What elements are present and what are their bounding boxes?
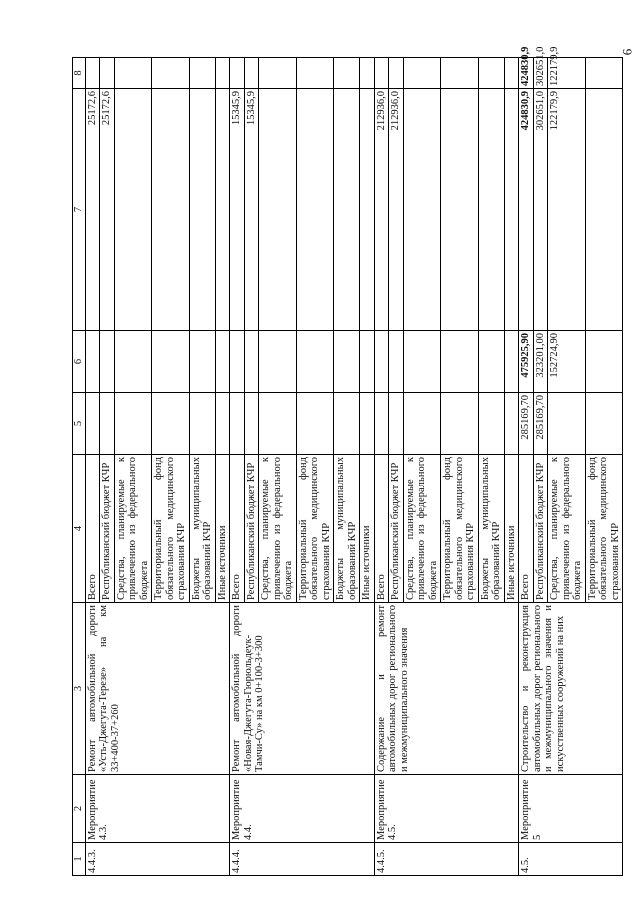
amount-c6 xyxy=(360,331,375,393)
amount-c6 xyxy=(334,331,360,393)
table-row xyxy=(519,58,534,876)
column-number-4: 4 xyxy=(73,455,86,603)
amount-c6: 475925,90 xyxy=(519,331,534,393)
amount-c5 xyxy=(189,393,215,455)
amount-c7: 212936,0 xyxy=(374,89,389,331)
amount-c6 xyxy=(189,331,215,393)
amount-c8 xyxy=(152,58,190,89)
amount-c7 xyxy=(215,89,230,331)
amount-c5 xyxy=(244,393,259,455)
amount-c6 xyxy=(374,331,389,393)
amount-c5 xyxy=(334,393,360,455)
budget-table xyxy=(72,46,623,876)
event-label: Мероприятие 4.5. xyxy=(374,775,519,843)
amount-c7: 424830,9 xyxy=(519,89,534,331)
column-number-row xyxy=(73,58,86,876)
column-number-2: 2 xyxy=(73,775,86,843)
event-label: Мероприятие 4.4. xyxy=(230,775,375,843)
funding-source: Всего xyxy=(230,455,245,603)
funding-source: Средства, планируемые к привлечению из федерального бюджета xyxy=(403,455,441,603)
funding-source: Бюджеты муниципальных образований КЧР xyxy=(478,455,504,603)
amount-c7: 25172,6 xyxy=(100,89,115,331)
funding-source: Средства, планируемые к привлечению из федерального бюджета xyxy=(259,455,297,603)
amount-c6 xyxy=(441,331,479,393)
funding-source: Иные источники xyxy=(504,455,519,603)
amount-c5 xyxy=(100,393,115,455)
table-row xyxy=(85,58,100,876)
funding-source: Республиканский бюджет КЧР xyxy=(533,455,548,603)
column-number-5: 5 xyxy=(73,393,86,455)
funding-source: Всего xyxy=(85,455,100,603)
amount-c7: 15345,9 xyxy=(230,89,245,331)
amount-c5 xyxy=(374,393,389,455)
column-number-8: 8 xyxy=(73,58,86,89)
amount-c8 xyxy=(504,58,519,89)
column-number-7: 7 xyxy=(73,89,86,331)
table-row xyxy=(374,58,389,876)
amount-c5 xyxy=(403,393,441,455)
amount-c5 xyxy=(85,393,100,455)
amount-c8 xyxy=(114,58,152,89)
table-header xyxy=(73,58,86,876)
amount-c8 xyxy=(215,58,230,89)
amount-c8: 122179,9 xyxy=(548,58,586,89)
amount-c5 xyxy=(478,393,504,455)
event-label: Мероприятие 4.3. xyxy=(85,775,230,843)
amount-c6 xyxy=(478,331,504,393)
amount-c8 xyxy=(230,58,245,89)
amount-c5 xyxy=(360,393,375,455)
amount-c7 xyxy=(478,89,504,331)
amount-c8 xyxy=(441,58,479,89)
event-name: Строительство и реконструкция автомобильных дорог регионального и межмуниципального значения и искусственных сооружений на них xyxy=(519,603,623,775)
amount-c5 xyxy=(548,393,586,455)
amount-c8 xyxy=(189,58,215,89)
amount-c8 xyxy=(244,58,259,89)
funding-source: Территориальный фонд обязательного медицинского страхования КЧР xyxy=(585,455,623,603)
amount-c8 xyxy=(389,58,404,89)
amount-c5 xyxy=(215,393,230,455)
amount-c8: 302651,0 xyxy=(533,58,548,89)
amount-c7: 15345,9 xyxy=(244,89,259,331)
amount-c6 xyxy=(296,331,334,393)
amount-c7: 122179,9 xyxy=(548,89,586,331)
amount-c6 xyxy=(215,331,230,393)
amount-c8 xyxy=(360,58,375,89)
row-id: 4.4.3. xyxy=(85,843,230,876)
amount-c6 xyxy=(259,331,297,393)
amount-c6 xyxy=(100,331,115,393)
amount-c8 xyxy=(296,58,334,89)
amount-c6: 323201,00 xyxy=(533,331,548,393)
amount-c8 xyxy=(374,58,389,89)
amount-c7: 302651,0 xyxy=(533,89,548,331)
column-number-6: 6 xyxy=(73,331,86,393)
column-number-1: 1 xyxy=(73,843,86,876)
funding-source: Бюджеты муниципальных образований КЧР xyxy=(189,455,215,603)
funding-source: Республиканский бюджет КЧР xyxy=(100,455,115,603)
amount-c6 xyxy=(585,331,623,393)
event-label: Мероприятие 5 xyxy=(519,775,623,843)
amount-c8 xyxy=(85,58,100,89)
row-id: 4.5. xyxy=(519,843,623,876)
table-body xyxy=(85,46,623,876)
amount-c7 xyxy=(259,89,297,331)
funding-source: Республиканский бюджет КЧР xyxy=(389,455,404,603)
row-id: 4.4.4. xyxy=(230,843,375,876)
amount-c8 xyxy=(100,58,115,89)
column-number-3: 3 xyxy=(73,603,86,775)
amount-c7 xyxy=(360,89,375,331)
document-table-rotated xyxy=(72,46,623,876)
amount-c5 xyxy=(441,393,479,455)
amount-c7 xyxy=(403,89,441,331)
event-name: Содержание и ремонт автомобильных дорог регионального и межмуниципального значения xyxy=(374,603,519,775)
funding-source: Территориальный фонд обязательного медицинского страхования КЧР xyxy=(152,455,190,603)
amount-c8 xyxy=(334,58,360,89)
amount-c7 xyxy=(114,89,152,331)
funding-source: Иные источники xyxy=(215,455,230,603)
funding-source: Иные источники xyxy=(360,455,375,603)
amount-c5 xyxy=(259,393,297,455)
event-name: Ремонт автомобильной дороги «Новая-Джегута-Гюрюльдеук-Тамчи-Су» на км 0+100-3+300 xyxy=(230,603,375,775)
amount-c7 xyxy=(334,89,360,331)
amount-c6 xyxy=(230,331,245,393)
amount-c8 xyxy=(585,58,623,89)
funding-source: Территориальный фонд обязательного медицинского страхования КЧР xyxy=(441,455,479,603)
amount-c7: 25172,6 xyxy=(85,89,100,331)
amount-c8 xyxy=(259,58,297,89)
amount-c7 xyxy=(296,89,334,331)
amount-c7 xyxy=(189,89,215,331)
amount-c6 xyxy=(504,331,519,393)
amount-c6 xyxy=(403,331,441,393)
funding-source: Всего xyxy=(519,455,534,603)
amount-c5: 285169,70 xyxy=(519,393,534,455)
amount-c6 xyxy=(114,331,152,393)
table-row xyxy=(230,58,245,876)
amount-c7: 212936,0 xyxy=(389,89,404,331)
amount-c6 xyxy=(244,331,259,393)
amount-c6: 152724,90 xyxy=(548,331,586,393)
amount-c5 xyxy=(504,393,519,455)
amount-c8: 424830,9 xyxy=(519,58,534,89)
event-name: Ремонт автомобильной дороги «Усть-Джегута-Терезе» на км 33+400-37+260 xyxy=(85,603,230,775)
funding-source: Бюджеты муниципальных образований КЧР xyxy=(334,455,360,603)
amount-c5 xyxy=(389,393,404,455)
funding-source: Средства, планируемые к привлечению из федерального бюджета xyxy=(114,455,152,603)
funding-source: Республиканский бюджет КЧР xyxy=(244,455,259,603)
amount-c8 xyxy=(478,58,504,89)
amount-c5 xyxy=(585,393,623,455)
funding-source: Средства, планируемые к привлечению из федерального бюджета xyxy=(548,455,586,603)
page-number: 6 xyxy=(618,48,634,56)
amount-c5 xyxy=(152,393,190,455)
amount-c7 xyxy=(585,89,623,331)
row-id: 4.4.5. xyxy=(374,843,519,876)
amount-c5 xyxy=(230,393,245,455)
amount-c5: 285169,70 xyxy=(533,393,548,455)
amount-c7 xyxy=(152,89,190,331)
amount-c7 xyxy=(441,89,479,331)
amount-c6 xyxy=(85,331,100,393)
amount-c7 xyxy=(504,89,519,331)
amount-c5 xyxy=(296,393,334,455)
funding-source: Территориальный фонд обязательного медицинского страхования КЧР xyxy=(296,455,334,603)
funding-source: Всего xyxy=(374,455,389,603)
amount-c8 xyxy=(403,58,441,89)
amount-c6 xyxy=(152,331,190,393)
amount-c5 xyxy=(114,393,152,455)
amount-c6 xyxy=(389,331,404,393)
